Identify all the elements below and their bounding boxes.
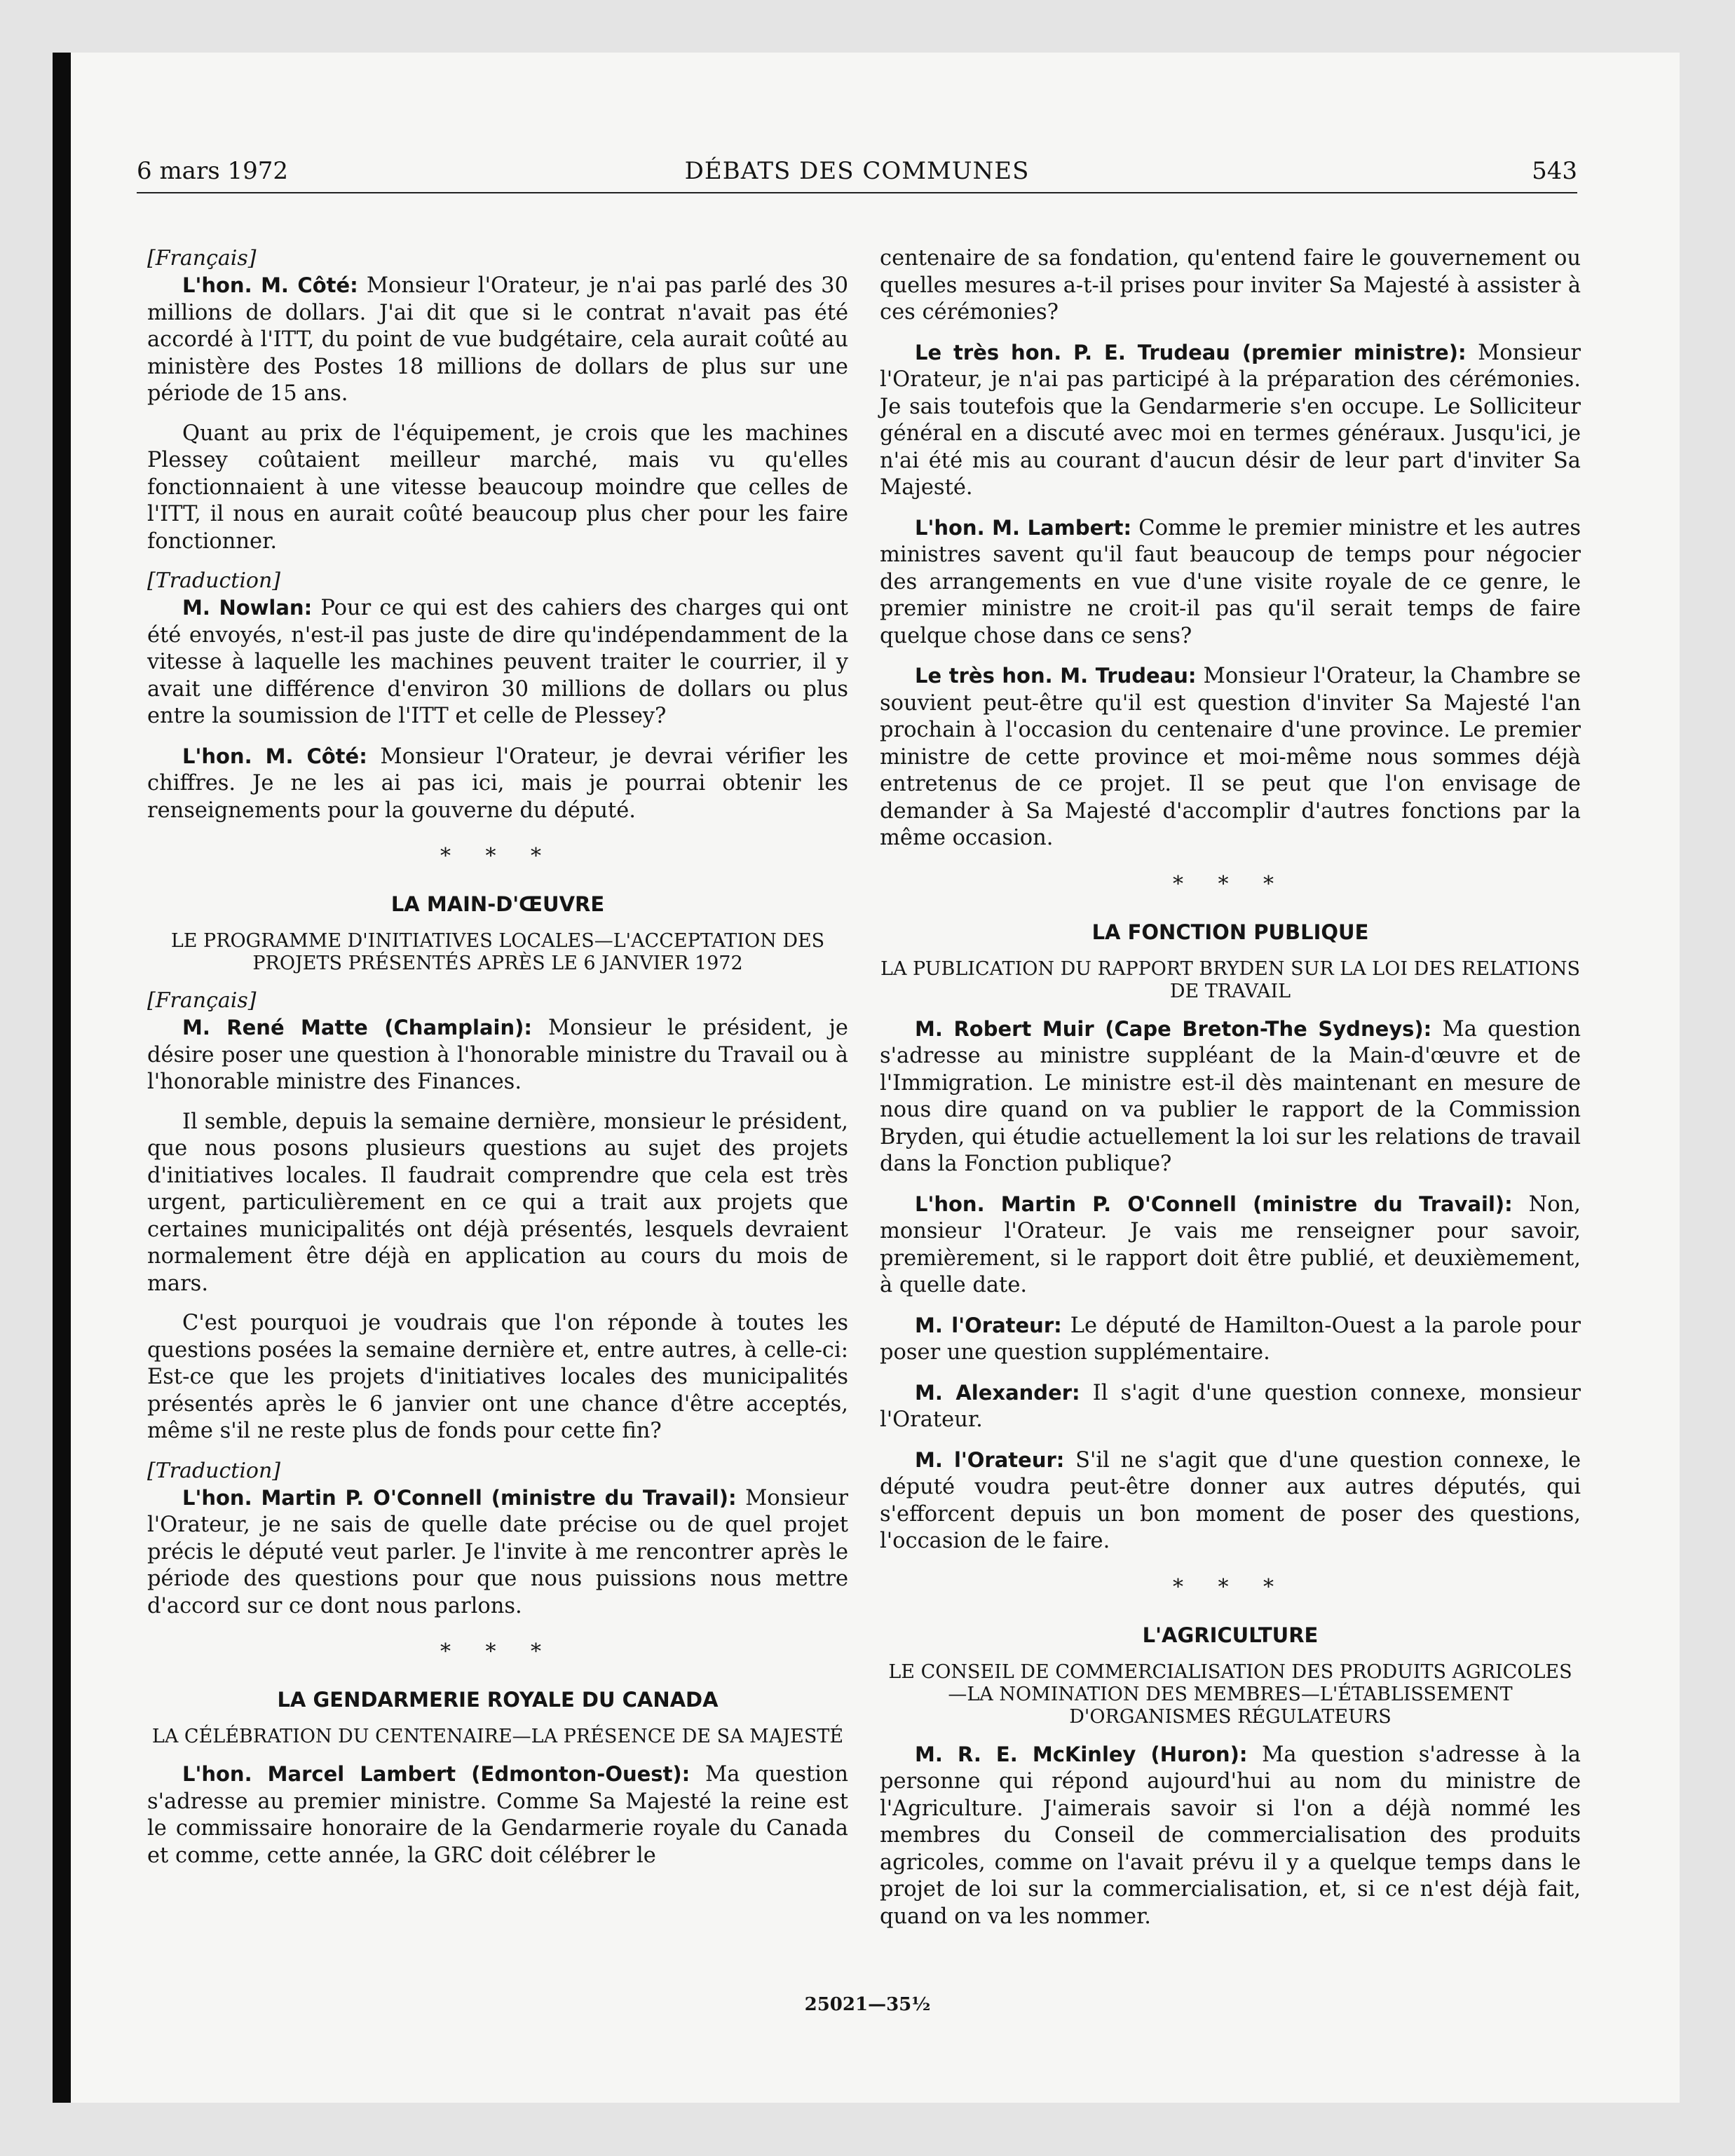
paragraph xyxy=(147,743,848,825)
scan-binding-edge xyxy=(53,53,71,2103)
speech-text: Il s'agit d'une question connexe, monsieur l'Orateur. xyxy=(880,1380,1581,1432)
paragraph xyxy=(147,1014,848,1096)
language-note: [Français] xyxy=(147,988,257,1013)
speech-text: Le député de Hamilton-Ouest a la parole pour poser une question supplémentaire. xyxy=(880,1313,1581,1365)
speech-text: Ma question s'adresse au ministre suppléant de la Main-d'œuvre et de l'Immigration. Le ministre est-il dès maintenant en mesure de nous dire quand on va publier le rapport de la Commission Bryden, qui étudie actuellement la loi sur les relations de travail dans la Fonction publique? xyxy=(880,1016,1581,1176)
printer-signature: 25021—35½ xyxy=(804,1994,931,2015)
paragraph xyxy=(880,514,1581,650)
paragraph xyxy=(880,1741,1581,1931)
section-separator: * * * xyxy=(440,844,556,868)
speaker-name: Le très hon. P. E. Trudeau (premier ministre): xyxy=(915,340,1467,364)
running-header xyxy=(137,157,1577,196)
speech-text: Non, monsieur l'Orateur. Je vais me renseigner pour savoir, premièrement, si le rapport doit être publié, et deuxièmement, à quelle date. xyxy=(880,1192,1581,1297)
section-subheading: LE CONSEIL DE COMMERCIALISATION DES PRODUITS AGRICOLES—LA NOMINATION DES MEMBRES—L'ÉTABLISSEMENT D'ORGANISMES RÉGULATEURS xyxy=(888,1660,1572,1728)
section-subheading: LA PUBLICATION DU RAPPORT BRYDEN SUR LA LOI DES RELATIONS DE TRAVAIL xyxy=(880,957,1580,1002)
header-rule xyxy=(137,192,1577,193)
right-column xyxy=(880,245,1581,1943)
speech-text: C'est pourquoi je voudrais que l'on réponde à toutes les questions posées la semaine dernière et, entre autres, à celle-ci: Est-ce que les projets d'initiatives locales des municipalités présentés après le 6 janvier ont une chance d'être acceptés, même s'il ne reste plus de fonds pour cette fin? xyxy=(147,1311,848,1443)
speaker-name: L'hon. Martin P. O'Connell (ministre du Travail): xyxy=(915,1192,1513,1216)
speech-text: Monsieur l'Orateur, je n'ai pas parlé des 30 millions de dollars. J'ai dit que si le contrat n'avait pas été accordé à l'ITT, du point de vue budgétaire, cela aurait coûté au ministère des Postes 18 millions de dollars de plus sur une période de 15 ans. xyxy=(147,273,848,406)
speech-text: Comme le premier ministre et les autres ministres savent qu'il faut beaucoup de temps pour négocier des arrangements en vue d'une visite royale de ce genre, le premier ministre ne croit-il pas qu'il serait temps de faire quelque chose dans ce sens? xyxy=(880,515,1581,648)
speech-text: Monsieur l'Orateur, la Chambre se souvient peut-être qu'il est question d'inviter Sa Majesté l'an prochain à l'occasion du centenaire d'une province. Le premier ministre de cette province et moi-même nous sommes déjà entretenus de ce projet. Il se peut que l'on envisage de demander à Sa Majesté d'accomplir d'autres fonctions par la même occasion. xyxy=(880,664,1581,850)
speech-text: S'il ne s'agit que d'une question connexe, le député voudra peut-être donner aux autres députés, qui s'efforcent depuis un bon moment de poser des questions, l'occasion de le faire. xyxy=(880,1447,1581,1553)
section-subheading: LA CÉLÉBRATION DU CENTENAIRE—LA PRÉSENCE DE SA MAJESTÉ xyxy=(151,1726,844,1747)
speaker-name: L'hon. M. Côté: xyxy=(182,744,367,768)
paragraph xyxy=(147,1310,848,1445)
speech-text: Pour ce qui est des cahiers des charges qui ont été envoyés, n'est-il pas juste de dire qu'indépendamment de la vitesse à laquelle les machines peuvent traiter le courrier, il y avait une différence d'environ 30 millions de dollars ou plus entre la soumission de l'ITT et celle de Plessey? xyxy=(147,596,848,728)
speaker-name: M. l'Orateur: xyxy=(915,1447,1065,1472)
section-heading: L'AGRICULTURE xyxy=(1142,1623,1319,1647)
speech-text: Ma question s'adresse au premier ministre. Comme Sa Majesté la reine est le commissaire honoraire de la Gendarmerie royale du Canada et comme, cette année, la GRC doit célébrer le xyxy=(147,1762,848,1868)
paragraph xyxy=(880,1191,1581,1299)
header-date: 6 mars 1972 xyxy=(137,157,288,185)
paragraph xyxy=(880,245,1581,327)
section-heading: LA GENDARMERIE ROYALE DU CANADA xyxy=(277,1688,719,1712)
language-note: [Traduction] xyxy=(147,1458,281,1483)
speaker-name: Le très hon. M. Trudeau: xyxy=(915,664,1197,688)
section-separator: * * * xyxy=(1172,871,1288,896)
speaker-name: M. René Matte (Champlain): xyxy=(182,1016,532,1039)
speech-text: Quant au prix de l'équipement, je crois que les machines Plessey coûtaient meilleur marché, mais vu qu'elles fonctionnaient à une vitesse beaucoup moindre que celles de l'ITT, il nous en aurait coûté beaucoup plus cher pour les faire fonctionner. xyxy=(147,421,848,554)
paragraph xyxy=(880,1312,1581,1367)
speaker-name: M. R. E. McKinley (Huron): xyxy=(915,1742,1248,1766)
paragraph xyxy=(880,662,1581,852)
left-column xyxy=(147,245,848,1882)
speaker-name: L'hon. Martin P. O'Connell (ministre du Travail): xyxy=(182,1485,737,1510)
section-heading: LA FONCTION PUBLIQUE xyxy=(1091,920,1369,944)
paragraph xyxy=(880,339,1581,502)
paragraph xyxy=(147,272,848,408)
speaker-name: M. l'Orateur: xyxy=(915,1313,1062,1337)
paragraph xyxy=(147,1485,848,1621)
speech-text: Monsieur le président, je désire poser une question à l'honorable ministre du Travail ou à l'honorable ministre des Finances. xyxy=(147,1016,848,1094)
speaker-name: M. Alexander: xyxy=(915,1380,1080,1405)
speech-text: Il semble, depuis la semaine dernière, monsieur le président, que nous posons plusieurs questions au sujet des projets d'initiatives locales. Il faudrait comprendre que cela est très urgent, particulièrement en ce qui a trait aux projets que certaines municipalités ont déjà présentés, lesquels devraient normalement être déjà en application au cours du mois de mars. xyxy=(147,1109,848,1296)
section-separator: * * * xyxy=(1172,1574,1288,1599)
speech-text: Monsieur l'Orateur, je n'ai pas participé à la préparation des cérémonies. Je sais toutefois que la Gendarmerie s'en occupe. Le Solliciteur général en a discuté avec moi en termes généraux. Jusqu'ici, je n'ai été mis au courant d'aucun désir de leur part d'inviter Sa Majesté. xyxy=(880,340,1581,500)
section-separator: * * * xyxy=(440,1639,556,1664)
language-note: [Traduction] xyxy=(147,568,281,593)
paragraph xyxy=(147,594,848,730)
header-title: DÉBATS DES COMMUNES xyxy=(684,157,1030,185)
paragraph xyxy=(880,1447,1581,1555)
section-heading: LA MAIN-D'ŒUVRE xyxy=(390,892,605,916)
speaker-name: M. Nowlan: xyxy=(182,596,313,620)
language-note: [Français] xyxy=(147,246,257,271)
speaker-name: L'hon. M. Côté: xyxy=(182,273,358,297)
speaker-name: M. Robert Muir (Cape Breton-The Sydneys): xyxy=(915,1016,1432,1041)
paragraph xyxy=(880,1379,1581,1434)
paragraph xyxy=(147,1109,848,1298)
section-subheading: LE PROGRAMME D'INITIATIVES LOCALES—L'ACCEPTATION DES PROJETS PRÉSENTÉS APRÈS LE 6 JANVIER 1972 xyxy=(170,930,825,974)
paragraph xyxy=(880,1016,1581,1178)
speech-text: Monsieur l'Orateur, je ne sais de quelle date précise ou de quel projet précis le député veut parler. Je l'invite à me rencontrer après le période des questions pour que nous puissions nous mettre d'accord sur ce dont nous parlons. xyxy=(147,1485,848,1618)
speech-text: Monsieur l'Orateur, je devrai vérifier les chiffres. Je ne les ai pas ici, mais je pourrai obtenir les renseignements pour la gouverne du député. xyxy=(147,744,848,823)
speech-text: centenaire de sa fondation, qu'entend faire le gouvernement ou quelles mesures a-t-il prises pour inviter Sa Majesté à assister à ces cérémonies? xyxy=(880,246,1581,325)
page-number: 543 xyxy=(1532,157,1577,185)
speaker-name: L'hon. M. Lambert: xyxy=(915,515,1132,540)
speech-text: Ma question s'adresse à la personne qui répond aujourd'hui au nom du ministre de l'Agriculture. J'aimerais savoir si l'on a déjà nommé les membres du Conseil de commercialisation des produits agricoles, comme on l'avait prévu il y a quelque temps dans le projet de loi sur la commercialisation, et, si ce n'est déjà fait, quand on va les nommer. xyxy=(880,1742,1581,1929)
paragraph xyxy=(147,421,848,556)
speaker-name: L'hon. Marcel Lambert (Edmonton-Ouest): xyxy=(182,1762,690,1786)
paragraph xyxy=(147,1761,848,1869)
